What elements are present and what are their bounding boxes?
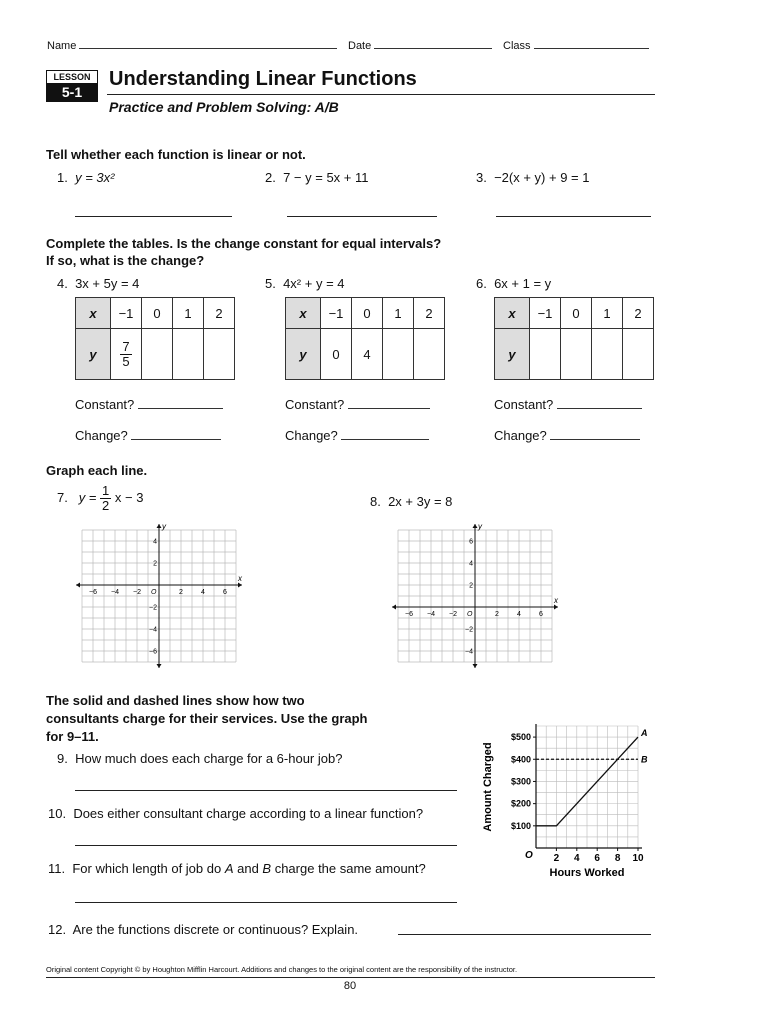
question-number: 10.: [48, 806, 67, 821]
change-field-6[interactable]: [494, 428, 640, 443]
problem-expr: 6x + 1 = y: [494, 276, 552, 291]
y-tick-label: $400: [510, 754, 531, 765]
y-cell: [111, 329, 142, 380]
answer-line-11[interactable]: [75, 902, 457, 903]
y-tick-label: −2: [149, 604, 157, 612]
x-tick-label: 4: [574, 853, 580, 864]
x-cell: 1: [592, 298, 623, 329]
change-field-4[interactable]: [75, 428, 221, 443]
y-cell[interactable]: [623, 329, 654, 380]
problem-expr: −2(x + y) + 9 = 1: [494, 170, 590, 185]
name-label: Name: [47, 40, 77, 52]
change-label: Change?: [75, 428, 128, 443]
lesson-label: LESSON: [53, 72, 91, 82]
x-cell: −1: [321, 298, 352, 329]
problem-number: 7.: [57, 489, 68, 505]
question-11: [48, 861, 426, 876]
x-tick-label: 6: [539, 611, 543, 618]
x-cell: −1: [530, 298, 561, 329]
x-cell: 1: [383, 298, 414, 329]
problem-7: [57, 484, 143, 513]
question-number: 9.: [57, 751, 68, 766]
y-cell: 4: [352, 329, 383, 380]
x-tick-label: 2: [179, 589, 183, 596]
question-12: [48, 922, 358, 937]
x-cell: 0: [561, 298, 592, 329]
y-tick-label: −2: [465, 626, 473, 634]
y-tick-label: 2: [153, 560, 157, 568]
x-cell: 0: [142, 298, 173, 329]
x-axis-label: x: [554, 596, 558, 605]
copyright-text: Original content Copyright © by Houghton Mifflin Harcourt. Additions and changes to the original content are the responsibility of the instructor.: [46, 965, 518, 974]
question-text: charge the same amount?: [271, 861, 426, 876]
lesson-number: 5-1: [47, 83, 97, 101]
y-cell[interactable]: [530, 329, 561, 380]
consultant-charge-chart: [478, 718, 660, 880]
x-header: x: [286, 298, 321, 329]
x-tick-label: 2: [553, 853, 560, 864]
question-text: Are the functions discrete or continuous? Explain.: [72, 922, 359, 937]
constant-label: Constant?: [494, 397, 554, 412]
answer-line-10[interactable]: [75, 845, 457, 846]
origin-label: O: [151, 589, 157, 596]
x-tick-label: −6: [405, 611, 413, 618]
problem-number: 8.: [370, 494, 381, 509]
page-subtitle: Practice and Problem Solving: A/B: [109, 99, 339, 115]
y-tick-label: −4: [465, 648, 473, 656]
y-tick-label: 4: [469, 560, 473, 568]
x-axis-arrow: [76, 583, 80, 588]
fraction-denominator: 5: [122, 353, 130, 369]
question-number: 12.: [48, 922, 67, 937]
instruction-line: If so, what is the change?: [46, 253, 205, 268]
problem-3: [476, 170, 589, 185]
class-label: Class: [503, 40, 531, 52]
y-tick-label: 2: [469, 582, 473, 590]
problem-number: 5.: [265, 276, 276, 291]
y-tick-label: −6: [149, 648, 157, 656]
function-table-4: [75, 297, 235, 380]
y-axis-arrow: [473, 524, 478, 528]
instruction-line: Complete the tables. Is the change constant for equal intervals?: [46, 236, 442, 251]
coordinate-grid-8[interactable]: [388, 520, 568, 675]
x-axis-label: x: [238, 574, 242, 583]
problem-6: [476, 276, 551, 291]
x-tick-label: 6: [594, 853, 600, 864]
question-number: 11.: [48, 861, 66, 876]
intro-line: consultants charge for their services. Use the graph: [46, 711, 368, 726]
x-cell: −1: [111, 298, 142, 329]
problem-expr: 2x + 3y = 8: [388, 494, 453, 509]
y-tick-label: −4: [149, 626, 157, 634]
fraction-numerator: 1: [102, 483, 110, 498]
problem-1: [57, 170, 114, 185]
x-axis-arrow: [392, 605, 396, 610]
change-field-5[interactable]: [285, 428, 429, 443]
y-tick-label: 4: [153, 538, 157, 546]
footer-divider: [46, 977, 655, 978]
x-cell: 2: [623, 298, 654, 329]
y-axis-arrow: [157, 664, 162, 668]
x-tick-label: 6: [223, 589, 227, 596]
change-label: Change?: [285, 428, 338, 443]
question-text: Does either consultant charge according to a linear function?: [73, 806, 424, 821]
problem-number: 6.: [476, 276, 487, 291]
y-cell[interactable]: [204, 329, 235, 380]
question-text: For which length of job do: [72, 861, 225, 876]
y-tick-label: $500: [510, 732, 531, 743]
x-tick-label: 4: [517, 611, 521, 618]
fraction: [100, 484, 111, 513]
x-tick-label: 4: [201, 589, 205, 596]
function-table-5: [285, 297, 445, 380]
coordinate-grid-7[interactable]: [72, 520, 252, 670]
constant-field-6[interactable]: [494, 397, 642, 412]
question-9: [57, 751, 342, 766]
section3-instruction: Graph each line.: [46, 463, 148, 478]
fraction-numerator: 7: [122, 338, 130, 354]
x-header: x: [76, 298, 111, 329]
intro-line: The solid and dashed lines show how two: [46, 693, 305, 708]
problem-number: 3.: [476, 170, 487, 185]
lesson-badge: [46, 70, 98, 102]
x-cell: 0: [352, 298, 383, 329]
expr-rhs: x − 3: [114, 489, 144, 505]
question-text: How much does each charge for a 6-hour job?: [75, 751, 343, 766]
x-axis-arrow: [554, 605, 558, 610]
constant-label: Constant?: [75, 397, 135, 412]
problem-4: [57, 276, 139, 291]
x-tick-label: −2: [449, 611, 457, 618]
origin-label: O: [525, 850, 533, 861]
constant-field-4[interactable]: [75, 397, 223, 412]
x-tick-label: 2: [495, 611, 499, 618]
expr-lhs: y =: [78, 489, 97, 505]
y-header: y: [286, 329, 321, 380]
constant-label: Constant?: [285, 397, 345, 412]
consultant-a: A: [224, 861, 234, 876]
section2-instruction: [46, 235, 441, 269]
fraction: [120, 340, 131, 369]
intro-line: for 9–11.: [46, 729, 99, 744]
y-cell[interactable]: [592, 329, 623, 380]
y-tick-label: 6: [469, 538, 473, 546]
y-cell[interactable]: [142, 329, 173, 380]
answer-line-1[interactable]: [75, 216, 232, 217]
page-title: Understanding Linear Functions: [109, 68, 417, 90]
constant-field-5[interactable]: [285, 397, 430, 412]
page-number: 80: [343, 980, 357, 992]
y-axis-arrow: [157, 524, 162, 528]
y-tick-label: $200: [510, 798, 531, 809]
x-cell: 1: [173, 298, 204, 329]
answer-line-12[interactable]: [398, 934, 651, 935]
function-table-6: [494, 297, 654, 380]
problem-number: 4.: [57, 276, 68, 291]
problem-expr: 3x + 5y = 4: [75, 276, 140, 291]
y-cell: 0: [321, 329, 352, 380]
consultant-b: B: [262, 861, 272, 876]
y-cell[interactable]: [383, 329, 414, 380]
y-header: y: [76, 329, 111, 380]
y-cell[interactable]: [561, 329, 592, 380]
series-A-label: A: [641, 728, 648, 739]
title-divider: [107, 94, 655, 95]
x-cell: 2: [414, 298, 445, 329]
y-tick-label: $100: [510, 820, 531, 831]
change-label: Change?: [494, 428, 547, 443]
x-tick-label: −4: [111, 589, 119, 596]
problem-8: [370, 494, 452, 509]
question-text: and: [233, 861, 263, 876]
problem-expr: 4x² + y = 4: [283, 276, 345, 291]
y-axis-arrow: [473, 664, 478, 668]
series-B-label: B: [641, 754, 648, 765]
y-cell[interactable]: [414, 329, 445, 380]
x-axis-arrow: [238, 583, 242, 588]
y-header: y: [495, 329, 530, 380]
y-axis-label: y: [478, 522, 482, 531]
x-cell: 2: [204, 298, 235, 329]
problem-2: [265, 170, 368, 185]
name-field[interactable]: [47, 40, 337, 52]
class-field[interactable]: [503, 40, 649, 52]
fraction-denominator: 2: [102, 498, 110, 513]
y-tick-label: $300: [510, 776, 531, 787]
x-tick-label: 8: [614, 853, 621, 864]
answer-line-3[interactable]: [496, 216, 651, 217]
answer-line-9[interactable]: [75, 790, 457, 791]
section1-instruction: Tell whether each function is linear or not.: [46, 147, 306, 162]
y-cell[interactable]: [173, 329, 204, 380]
problem-number: 1.: [57, 170, 68, 185]
x-tick-label: −6: [89, 589, 97, 596]
problem-expr: y = 3x²: [75, 170, 115, 185]
y-axis-label: Amount Charged: [482, 742, 494, 832]
section4-intro: [46, 692, 368, 746]
date-label: Date: [348, 40, 372, 52]
date-field[interactable]: [348, 40, 492, 52]
x-axis-label: Hours Worked: [549, 867, 625, 879]
x-tick-label: 10: [632, 853, 644, 864]
problem-number: 2.: [265, 170, 276, 185]
y-axis-label: y: [162, 522, 166, 531]
problem-expr: 7 − y = 5x + 11: [283, 170, 369, 185]
origin-label: O: [467, 611, 473, 618]
x-header: x: [495, 298, 530, 329]
problem-5: [265, 276, 345, 291]
question-10: [48, 806, 423, 821]
answer-line-2[interactable]: [287, 216, 437, 217]
x-tick-label: −4: [427, 611, 435, 618]
x-tick-label: −2: [133, 589, 141, 596]
